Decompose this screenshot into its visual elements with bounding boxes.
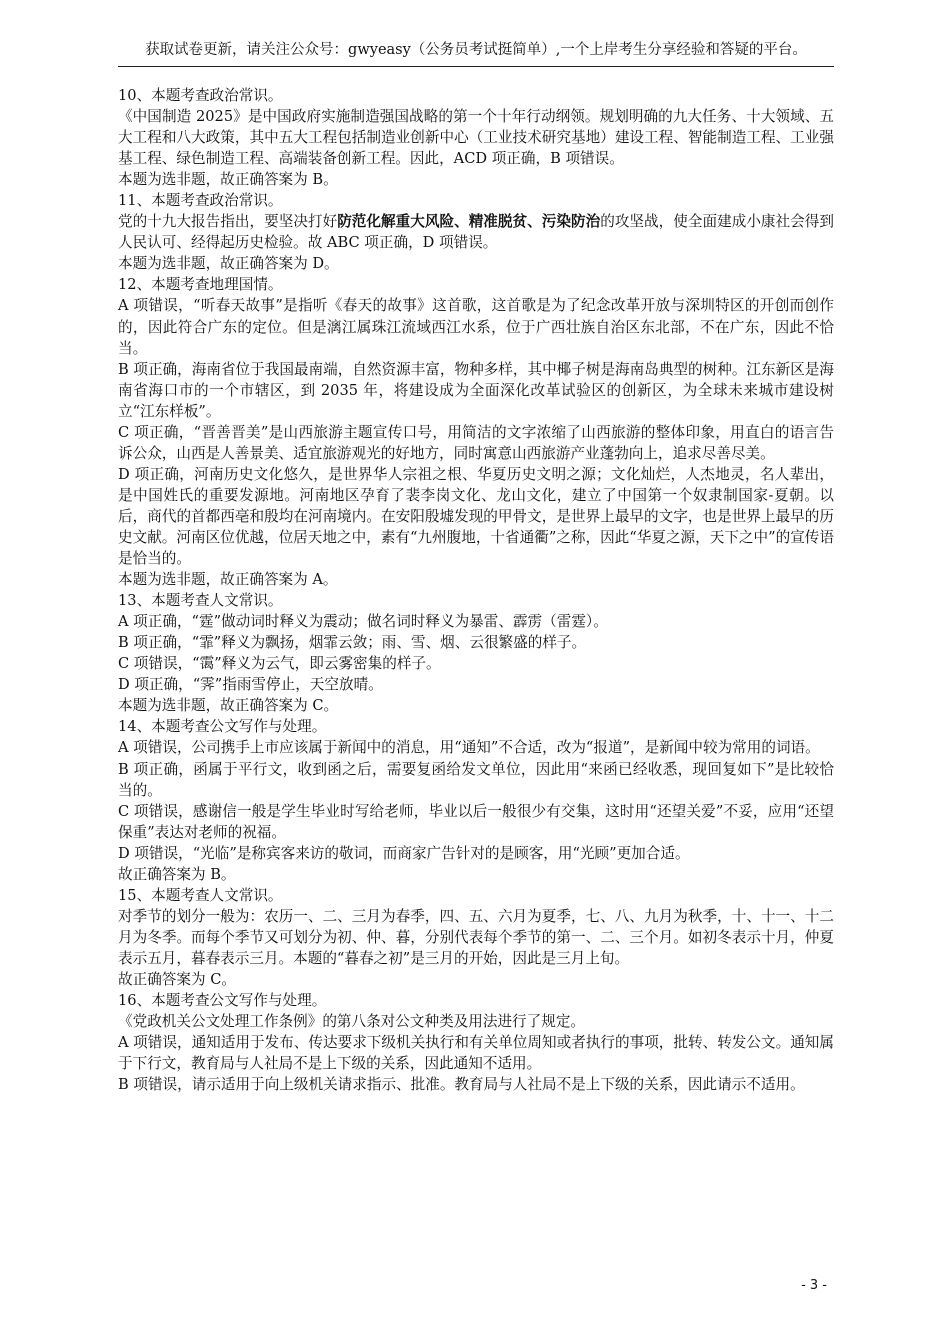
page-number: - 3 -: [801, 1278, 827, 1293]
q13-answer: 本题为选非题，故正确答案为 C。: [118, 697, 339, 715]
q13-option-c: C 项错误，“霭”释义为云气，即云雾密集的样子。: [118, 655, 441, 673]
q13-option-b: B 项正确，“霏”释义为飘扬，烟霏云敛；雨、雪、烟、云很繁盛的样子。: [118, 634, 587, 652]
q12-title: 12、本题考查地理国情。: [118, 276, 283, 294]
q15-answer: 故正确答案为 C。: [118, 970, 236, 988]
q16-paragraph: 《党政机关公文处理工作条例》的第八条对公文种类及用法进行了规定。: [118, 1013, 586, 1031]
q12-option-a: A 项错误，“听春天故事”是指听《春天的故事》这首歌，这首歌是为了纪念改革开放与深圳特区的开创而创作的，因此符合广东的定位。但是漓江属珠江流域西江水系，位于广西壮族自治区东北部，不在广东，因此不恰当。: [118, 297, 834, 357]
q11-paragraph: [118, 211, 834, 253]
q14-title: 14、本题考查公文写作与处理。: [118, 718, 327, 736]
q16-option-a: A 项错误，通知适用于发布、传达要求下级机关执行和有关单位周知或者执行的事项，批转、转发公文。通知属于下行文，教育局与人社局不是上下级的关系，因此通知不适用。: [118, 1034, 834, 1073]
q11-text-pre: 党的十九大报告指出，要坚决打好: [118, 213, 338, 231]
page-header: 获取试卷更新，请关注公众号：gwyeasy（公务员考试挺简单）,一个上岸考生分享经验和答疑的平台。: [145, 42, 807, 58]
q10-title: 10、本题考查政治常识。: [118, 87, 283, 104]
q15-paragraph: 对季节的划分一般为：农历一、二、三月为春季，四、五、六月为夏季，七、八、九月为秋季，十、十一、十二月为冬季。而每个季节又可划分为初、仲、暮，分别代表每个季节的第一、二、三个月。如初冬表示十月，仲夏表示五月，暮春表示三月。本题的“暮春之初”是三月的开始，因此是三月上旬。: [118, 907, 834, 967]
q13-title: 13、本题考查人文常识。: [118, 592, 283, 610]
header-divider: [118, 66, 834, 67]
q14-option-a: A 项错误，公司携手上市应该属于新闻中的消息，用“通知”不合适，改为“报道”，是新闻中较为常用的词语。: [118, 739, 820, 757]
q11-text-bold: 防范化解重大风险、精准脱贫、污染防治: [337, 213, 601, 231]
q10-paragraph: 《中国制造 2025》是中国政府实施制造强国战略的第一个十年行动纲领。规划明确的九大任务、十大领域、五大工程和八大政策，其中五大工程包括制造业创新中心（工业技术研究基地）建设工程、智能制造工程、工业强基工程、绿色制造工程、高端装备创新工程。因此，ACD 项正确，B 项错误。: [118, 108, 834, 168]
q12-option-d: D 项正确，河南历史文化悠久，是世界华人宗祖之根、华夏历史文明之源；文化灿烂，人杰地灵，名人辈出，是中国姓氏的重要发源地。河南地区孕育了裴李岗文化、龙山文化，建立了中国第一个奴隶制国家-夏朝。以后，商代的首都西亳和殷均在河南境内。在安阳殷墟发现的甲骨文，是世界上最早的文字，也是世界上最早的历史文献。河南区位优越，位居天地之中，素有“九州腹地，十省通衢”之称，因此“华夏之源，天下之中”的宣传语是恰当的。: [118, 465, 834, 568]
q12-option-b: B 项正确，海南省位于我国最南端，自然资源丰富，物种多样，其中椰子树是海南岛典型的树种。江东新区是海南省海口市的一个市辖区，到 2035 年，将建设成为全面深化改革试验区的创新区，为全球未来城市建设树立“江东样板”。: [118, 360, 834, 420]
q13-option-a: A 项正确，“霆”做动词时释义为震动；做名词时释义为暴雷、霹雳（雷霆）。: [118, 613, 608, 631]
q16-title: 16、本题考查公文写作与处理。: [118, 992, 327, 1010]
q16-option-b: B 项错误，请示适用于向上级机关请求指示、批准。教育局与人社局不是上下级的关系，因此请示不适用。: [118, 1076, 805, 1094]
q14-answer: 故正确答案为 B。: [118, 865, 236, 883]
q13-option-d: D 项正确，“霁”指雨雪停止，天空放晴。: [118, 676, 383, 694]
q15-title: 15、本题考查人文常识。: [118, 886, 283, 904]
q10-answer: 本题为选非题，故正确答案为 B。: [118, 171, 338, 189]
q14-option-b: B 项正确，函属于平行文，收到函之后，需要复函给发文单位，因此用“来函已经收悉，现回复如下”是比较恰当的。: [118, 760, 834, 799]
q12-answer: 本题为选非题，故正确答案为 A。: [118, 571, 338, 589]
document-body: [118, 85, 834, 1095]
q11-answer: 本题为选非题，故正确答案为 D。: [118, 255, 339, 273]
q11-text-post: 的攻坚战，使全面建成小康社会得到人民认可、经得起历史检验。故 ABC 项正确，D 项错误。: [118, 213, 834, 252]
q11-title: 11、本题考查政治常识。: [118, 192, 283, 210]
q14-option-d: D 项错误，“光临”是称宾客来访的敬词，而商家广告针对的是顾客，用“光顾”更加合适。: [118, 844, 690, 862]
q12-option-c: C 项正确，“晋善晋美”是山西旅游主题宣传口号，用简洁的文字浓缩了山西旅游的整体印象，用直白的语言告诉公众，山西是人善景美、适宜旅游观光的好地方，同时寓意山西旅游产业蓬勃向上，追求尽善尽美。: [118, 423, 834, 462]
q14-option-c: C 项错误，感谢信一般是学生毕业时写给老师，毕业以后一般很少有交集，这时用“还望关爱”不妥，应用“还望保重”表达对老师的祝福。: [118, 802, 834, 841]
